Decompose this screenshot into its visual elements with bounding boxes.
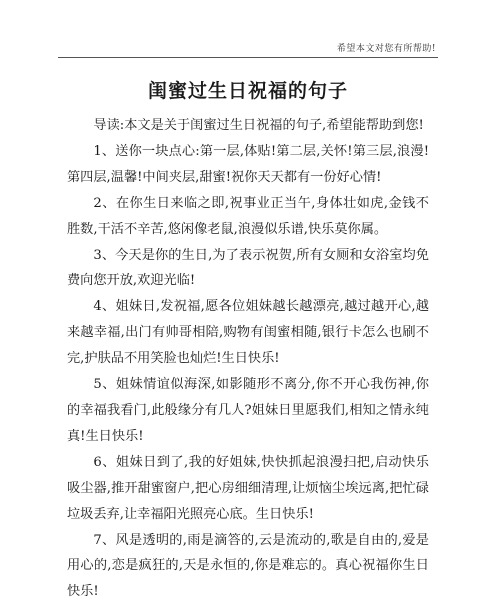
header-divider: [58, 57, 438, 58]
document-title: 闺蜜过生日祝福的句子: [0, 76, 496, 103]
document-body: [67, 113, 429, 605]
header-note: 希望本文对您有所帮助!: [337, 41, 436, 54]
paragraph-4: 4、姐妹日,发祝福,愿各位姐妹越长越漂亮,越过越开心,越来越幸福,出门有帅哥相陪,购物有闺蜜相随,银行卡怎么也刷不完,护肤品不用笑脸也灿烂!生日快乐!: [67, 294, 429, 372]
paragraph-1: 1、送你一块点心:第一层,体贴!第二层,关怀!第三层,浪漫!第四层,温馨!中间夹层,甜蜜!祝你天天都有一份好心情!: [67, 139, 429, 191]
paragraph-6: 6、姐妹日到了,我的好姐妹,快快抓起浪漫扫把,启动快乐吸尘器,推开甜蜜窗户,把心房细细清理,让烦恼尘埃远离,把忙碌垃圾丢弃,让幸福阳光照亮心底。生日快乐!: [67, 450, 429, 528]
paragraph-7: 7、风是透明的,雨是滴答的,云是流动的,歌是自由的,爱是用心的,恋是疯狂的,天是永恒的,你是难忘的。真心祝福你生日快乐!: [67, 528, 429, 605]
paragraph-2: 2、在你生日来临之即,祝事业正当午,身体壮如虎,金钱不胜数,干活不辛苦,悠闲像老鼠,浪漫似乐谱,快乐莫你属。: [67, 191, 429, 243]
intro-paragraph: 导读:本文是关于闺蜜过生日祝福的句子,希望能帮助到您!: [67, 113, 429, 139]
paragraph-5: 5、姐妹情谊似海深,如影随形不离分,你不开心我伤神,你的幸福我看门,此般缘分有几人?姐妹日里愿我们,相知之情永纯真!生日快乐!: [67, 372, 429, 450]
paragraph-3: 3、今天是你的生日,为了表示祝贺,所有女厕和女浴室均免费向您开放,欢迎光临!: [67, 243, 429, 295]
